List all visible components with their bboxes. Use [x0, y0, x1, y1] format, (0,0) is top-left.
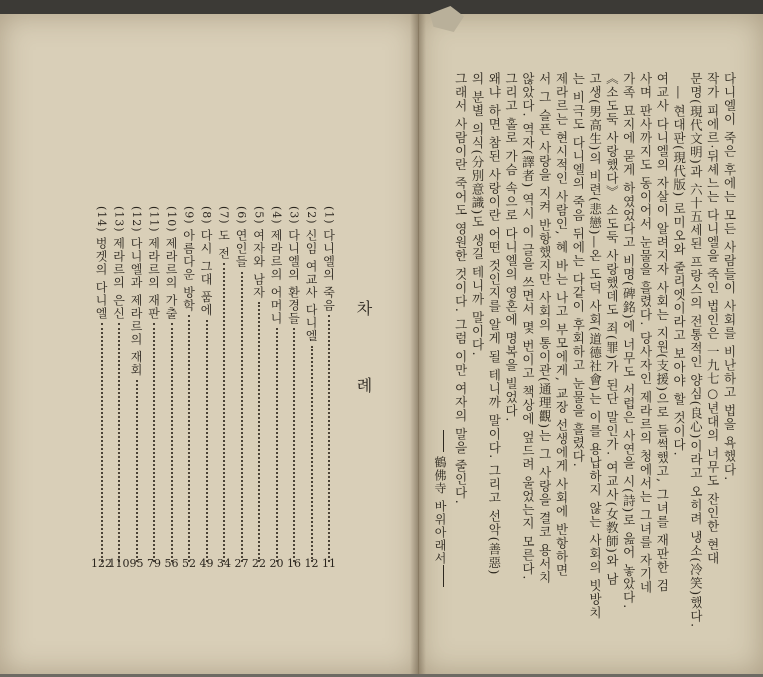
preface-line: 그래서 사람이란 죽어도 영원한 것이다. 그럼 이만 여자의 말을 줄인다.	[453, 72, 469, 505]
toc-entry-page: 110	[108, 557, 130, 570]
signature-text: 鶴佛寺 바위아래서	[433, 456, 447, 565]
toc-entry-label: 여자와 남자	[251, 228, 266, 299]
toc-entry-number: (4)	[270, 206, 283, 225]
toc-entry-leader	[223, 263, 225, 562]
toc-entry-page: 49	[199, 557, 214, 570]
toc-entry-page: 22	[252, 557, 266, 570]
toc-entry-leader	[258, 302, 260, 562]
toc-entry-label: 다시 그대 품에	[199, 228, 213, 317]
toc-entry	[91, 206, 112, 570]
toc-entry-page: 52	[182, 557, 196, 570]
toc-entry-leader	[136, 380, 138, 562]
toc-entry-label: 다니엘과 제라르의 재회	[129, 236, 143, 377]
preface-line: 다니엘이 죽은 후에는 모든 사람들이 사회를 비난하고 법을 욕했다.	[722, 72, 737, 482]
toc-entry	[285, 206, 303, 570]
toc-entry-page: 20	[269, 557, 284, 570]
toc-entry-number: (8)	[200, 206, 213, 225]
toc-entry-label: 연인들	[234, 228, 248, 268]
preface-line: 는 비극도 다니엘의 죽음 뒤에는 다같이 후회하고 눈물을 흘렸다.	[570, 72, 586, 468]
toc-entry-number: (13)	[112, 206, 126, 233]
preface-line: 《소도둑 사랑했다》 소도둑 사랑했데도 죄(罪)가 된단 말인가. 여교사(女教師)와 남	[604, 72, 620, 586]
toc-entry-number: (3)	[287, 206, 301, 225]
toc-entry	[268, 206, 286, 570]
toc-entry-number: (10)	[165, 206, 178, 233]
preface-line: ― 현대판(現代版) 로미오와 줄리엣이라고 보아야 할 것이다.	[671, 86, 687, 457]
toc-entry-number: (2)	[305, 206, 318, 225]
signature-dash-end	[443, 565, 444, 587]
toc-entry-page: 95	[129, 557, 144, 570]
toc-entry-leader	[171, 323, 173, 562]
preface-line: 왜냐 하면 참된 사랑이란 어떤 것인지를 알게 될 테니까 말이다. 그리고 선악(善惡)	[486, 72, 502, 576]
top-edge	[0, 0, 763, 14]
toc-entry	[198, 206, 216, 570]
toc-entry-page: 79	[147, 557, 161, 570]
preface-line: 사며 판사까지도 동이어서 눈물을 흘렸다. 당사자인 제라르의 청에서는 그녀를 자기네	[638, 72, 653, 595]
preface-line: 않았다. 역자(譯者) 역시 이 글을 쓰면서 몇 번이고 책상에 엎드려 울었는지 모른다.	[520, 72, 536, 581]
preface-line: 가족 묘지에 묻게 하였었다고 비명(碑銘)에 너무도 서럽은 사연을 시(詩)로 읊어 놓았다.	[621, 72, 637, 610]
toc-entry	[320, 206, 338, 570]
toc-entry-label: 신임 여교사 다니엘	[304, 228, 318, 343]
toc-entry-label: 도 전	[216, 228, 231, 260]
toc-entry-leader	[241, 272, 243, 562]
toc-entry-leader	[118, 323, 120, 562]
toc-entry-leader	[153, 323, 155, 562]
toc-entry	[233, 206, 251, 570]
toc-entry-leader	[311, 346, 313, 562]
preface-line: 작가 피에르·뒤셰느는 다니엘을 죽인 법인은 一九七○년대의 너무도 잔인한 현대	[705, 72, 721, 565]
toc-entry-label: 다니엘의 환경들	[286, 228, 301, 325]
toc-entry-page: 56	[164, 557, 179, 570]
toc-entry-number: (12)	[130, 206, 143, 233]
toc-entry-leader	[101, 323, 103, 562]
toc-entry-number: (1)	[322, 206, 336, 225]
preface-line: 문명(現代文明)과 六十五세된 프랑스의 전통적인 양심(良心)이라고 오히려 냉소(冷笑)했다.	[688, 72, 704, 629]
toc-entry-page: 34	[217, 557, 231, 570]
toc-entry	[250, 206, 268, 570]
toc-entry-page: 122	[91, 557, 112, 570]
toc-entry-page: 16	[287, 557, 301, 570]
toc-entry-leader	[206, 320, 208, 562]
toc-entry-label: 제라르의 재판	[146, 236, 161, 320]
toc-entry-leader	[328, 315, 330, 562]
toc-entry	[108, 206, 130, 570]
toc-entry-label: 아름다운 방학	[181, 228, 196, 312]
toc-entry-number: (14)	[95, 206, 108, 233]
signature-dash	[443, 430, 444, 452]
preface-line: 고생(男高生)의 비련(悲戀)—온 도덕 사회(道德社會)는 이를 용납하지 않는 사회의 빗방치	[587, 72, 603, 620]
toc-entry-number: (6)	[235, 206, 248, 225]
toc-entry-page: 12	[304, 557, 319, 570]
preface-line: 그리고 홀로 가슴 속으로 다니엘의 영혼에 명복을 빌었다.	[503, 72, 519, 423]
toc-entry-number: (11)	[147, 206, 161, 233]
toc-title: 차 례	[354, 300, 373, 422]
toc-entry-leader	[276, 328, 278, 562]
toc-entry-number: (9)	[182, 206, 196, 225]
toc-entry	[128, 206, 146, 570]
toc-entry-label: 제라르의 가출	[164, 236, 178, 320]
toc-entry-number: (5)	[252, 206, 266, 225]
preface-line: 서 그 슬픈 사랑을 지켜 반항했지만 사회의 통이관(通理觀)는 그 사랑을 결코 용서치	[537, 72, 553, 584]
toc-entry	[163, 206, 181, 570]
toc-entry	[215, 206, 233, 570]
toc-entry-page: 27	[234, 557, 249, 570]
toc-entry	[145, 206, 163, 570]
toc-entry-label: 벙겟의 다니엘	[94, 236, 108, 320]
toc-entry-leader	[293, 328, 295, 562]
preface-line: 의 분별 의식(分別意識)도 생길 테니까 말이다.	[470, 72, 485, 357]
book-spine-shadow	[410, 14, 426, 674]
signature	[432, 430, 449, 591]
toc-entry	[303, 206, 321, 570]
preface-line: 여교사 다니엘의 자살이 알려지자 사회는 지원(支援)으로 들썩했고, 그녀를 재판한 검	[654, 72, 670, 593]
toc-entry-page: 11	[322, 557, 336, 570]
preface-line: 제라르는 현시적인 사람인, 혜 바는 나고 부모에게, 교장 선생에게 사회에 반항하면	[554, 72, 569, 578]
toc-entry-label: 다니엘의 죽음	[321, 228, 336, 312]
toc-entry-number: (7)	[217, 206, 231, 225]
toc-entry-label: 제라르의 은신	[111, 236, 126, 320]
toc-entry-label: 제라르의 어머니	[269, 228, 283, 325]
toc-entry-leader	[188, 315, 190, 562]
toc-entry	[180, 206, 198, 570]
